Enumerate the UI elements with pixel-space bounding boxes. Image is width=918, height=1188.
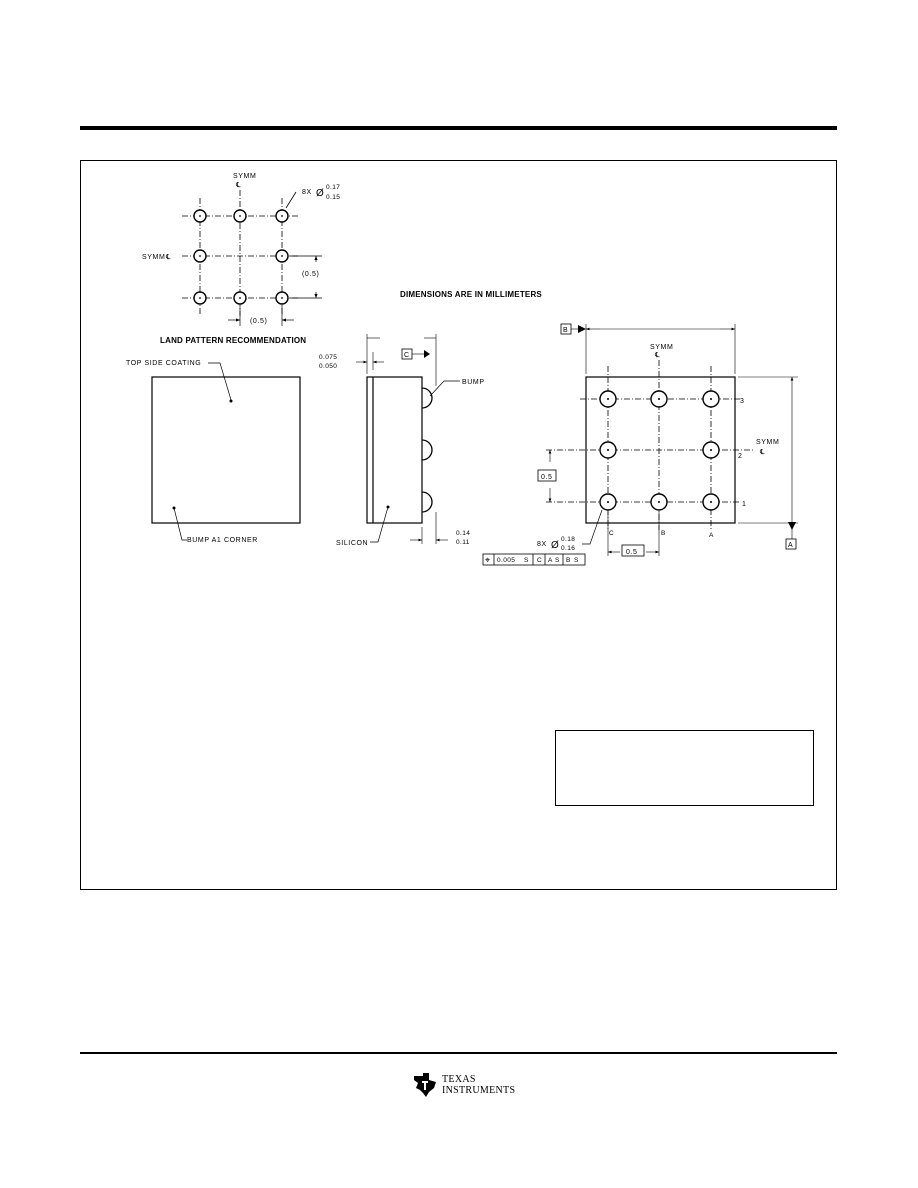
- bump-dia-max: 0.18: [561, 536, 576, 543]
- empty-notes-box: [555, 730, 814, 806]
- top-side-coating-label: TOP SIDE COATING: [126, 360, 202, 367]
- land-pattern-view: [182, 188, 325, 326]
- col-label-b: B: [661, 530, 666, 537]
- land-pad-dia-max: 0.17: [326, 184, 341, 191]
- bottom-centerline-top-symbol: ℄: [655, 352, 661, 359]
- land-centerline-top-symbol: ℄: [236, 182, 242, 189]
- units-note: DIMENSIONS ARE IN MILLIMETERS: [400, 290, 542, 299]
- fcf-ref-a-modifier: S: [555, 557, 560, 564]
- land-pattern-title: LAND PATTERN RECOMMENDATION: [160, 336, 307, 345]
- land-diameter-symbol: Ø: [316, 188, 325, 199]
- footer-rule: [80, 1052, 837, 1054]
- side-view: [356, 334, 460, 544]
- silicon-label: SILICON: [336, 540, 369, 547]
- bottom-pitch-horizontal: 0.5: [626, 549, 638, 556]
- height-max: 0.14: [456, 530, 471, 537]
- bump-dia-min: 0.16: [561, 545, 576, 552]
- land-centerline-left-symbol: ℄: [166, 254, 172, 261]
- land-pitch-horizontal: (0.5): [250, 318, 268, 325]
- row-label-1: 1: [742, 501, 747, 508]
- bottom-view: [483, 324, 798, 565]
- bump-a1-corner-label: BUMP A1 CORNER: [187, 537, 258, 544]
- bottom-symm-right-label: SYMM: [756, 439, 780, 446]
- fcf-ref-b-modifier: S: [574, 557, 579, 564]
- ti-wordmark-line2: INSTRUMENTS: [442, 1085, 516, 1096]
- ti-logo: [412, 1072, 522, 1100]
- ti-wordmark-line1: TEXAS: [442, 1074, 476, 1085]
- row-label-3: 3: [740, 398, 745, 405]
- land-pad-count-label: 8X: [302, 189, 312, 196]
- bump-label: BUMP: [462, 379, 485, 386]
- height-min: 0.11: [456, 539, 470, 546]
- bump-count-label: 8X: [537, 541, 547, 548]
- bottom-centerline-right-symbol: ℄: [760, 449, 766, 456]
- bottom-symm-top-label: SYMM: [650, 344, 674, 351]
- coating-thickness-min: 0.050: [319, 363, 338, 370]
- fcf-ref-b: B: [566, 557, 571, 564]
- land-pitch-vertical: (0.5): [302, 271, 320, 278]
- datum-a-label: A: [788, 542, 794, 549]
- fcf-tolerance: 0.005: [497, 557, 516, 564]
- fcf-tolerance-modifier: S: [524, 557, 529, 564]
- land-symm-left-label: SYMM: [142, 254, 166, 261]
- col-label-a: A: [709, 532, 714, 539]
- bump-diameter-symbol: Ø: [551, 540, 560, 551]
- coating-thickness-max: 0.075: [319, 354, 338, 361]
- col-label-c: C: [609, 530, 615, 537]
- land-symm-top-label: SYMM: [233, 173, 257, 180]
- top-view: [152, 363, 300, 540]
- row-label-2: 2: [738, 453, 743, 460]
- land-pad-dia-min: 0.15: [326, 194, 341, 201]
- fcf-ref-a: A: [548, 557, 553, 564]
- fcf-position-symbol: ⌖: [485, 555, 491, 565]
- fcf-ref-c: C: [537, 557, 543, 564]
- ti-wordmark: [442, 1074, 515, 1096]
- bottom-pitch-vertical: 0.5: [541, 474, 553, 481]
- ti-state-icon: [412, 1072, 438, 1098]
- datum-b-label: B: [563, 327, 569, 334]
- datum-c-label: C: [404, 352, 410, 359]
